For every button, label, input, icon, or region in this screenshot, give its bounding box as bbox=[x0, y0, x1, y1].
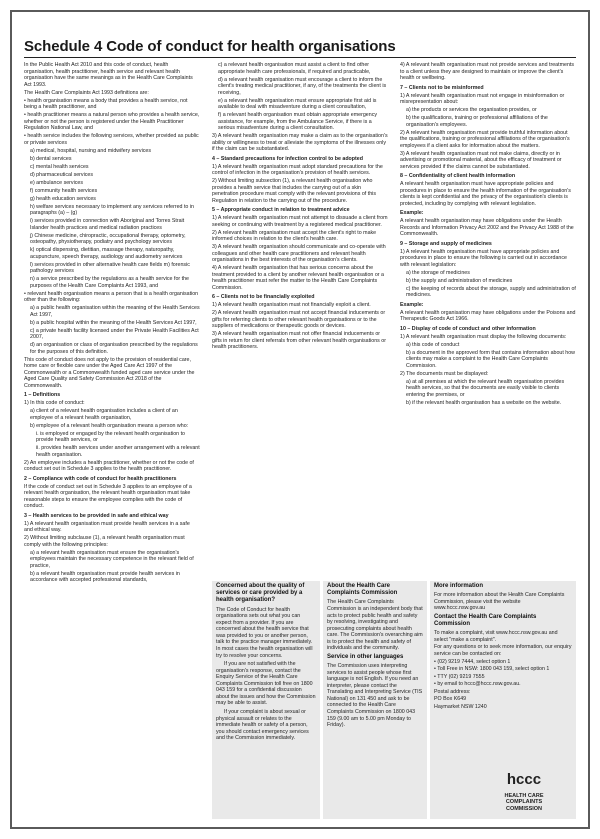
clause-text: 2) An employee includes a health practitioner, whether or not the code of conduct set out in Schedule 3 applies to the health practitioner. bbox=[24, 459, 194, 472]
clause-text: c) mental health services bbox=[30, 163, 89, 170]
clause-text: e) a relevant health organisation must ensure appropriate first aid is available to deal with misadventure during a client consultation, bbox=[218, 97, 377, 110]
info-box-about bbox=[323, 581, 427, 819]
clause-text: 3) A relevant health organisation must not offer financial inducements or gifts in return for client referrals from other relevant health organisations or health practitioners. bbox=[212, 331, 386, 350]
clause-text: 1) A relevant health organisation must provide health services in a safe and ethical way. bbox=[24, 520, 190, 533]
clause-text: k) optical dispensing, dietitian, massage therapy, naturopathy, acupuncture, speech therapy, audiology and audiometry services bbox=[30, 247, 183, 260]
clause-text: l) services provided in other alternative health care fields m) forensic pathology services bbox=[30, 261, 190, 274]
clause-text: 3) A relevant health organisation must not make claims, directly or in advertising or promotional material, about the efficacy of treatment or services provided if the claims cannot be substantiated. bbox=[400, 150, 562, 170]
page-title: Schedule 4 Code of conduct for health organisations bbox=[24, 38, 396, 55]
clause-text: 4) A relevant health organisation that has serious concerns about the treatment provided to a client by another relevant health organisation or a health practitioner must refer the matter to the Health Care Complaints Commission. bbox=[212, 265, 384, 291]
clause-text: 2) Without limiting subclause (1), a relevant health organisation must comply with the following principles: bbox=[24, 535, 185, 548]
section-heading: Example: bbox=[400, 301, 424, 308]
contact-line: Postal address: bbox=[434, 688, 471, 695]
section-heading: 8 – Confidentiality of client health information bbox=[400, 173, 516, 179]
contact-line: • Toll Free in NSW: 1800 043 159, select option 1 bbox=[434, 666, 550, 673]
clause-text: b) if the relevant health organisation has a website on the website. bbox=[406, 399, 562, 406]
section-heading: 1 – Definitions bbox=[24, 392, 61, 398]
clause-text: • health service includes the following services, whether provided as public or private services bbox=[24, 133, 199, 146]
clause-text: In the Public Health Act 2010 and this code of conduct, health organisation, health practitioner, health service and relevant health organisation have the same meanings as in the Health Care Complaints Act 1993. bbox=[24, 62, 193, 88]
info-box-concerned bbox=[212, 581, 320, 819]
info-box-subheading: Service in other languages bbox=[327, 653, 404, 660]
clause-text: b) the qualifications, training or professional affiliations of the organisation's employees. bbox=[406, 115, 548, 128]
clause-text: If the code of conduct set out in Schedule 3 applies to an employee of a relevant health organisation, the relevant health organisation must take reasonable steps to ensure the employee complies with the code of conduct. bbox=[24, 483, 192, 509]
clause-text: • health practitioner means a natural person who provides a health service, whether or not the person is registered under the Health Practitioner Regulation National Law, and bbox=[24, 112, 200, 131]
section-heading: 3 – Health services to be provided in safe and ethical way bbox=[24, 512, 169, 519]
clause-text: c) a private health facility licensed under the Private Health Facilities Act 2007, bbox=[30, 327, 199, 340]
clause-text: • relevant health organisation means a person that is a health organisation other than the following: bbox=[24, 290, 199, 303]
clause-text: • health organisation means a body that provides a health service, not being a health practitioner, and bbox=[24, 97, 188, 110]
info-box-heading: More information bbox=[434, 583, 483, 589]
clause-text: n) a service prescribed by the regulations as a health service for the purposes of the Health Care Complaints Act 1993, and bbox=[30, 276, 189, 289]
clause-text: 1) In this code of conduct: bbox=[24, 400, 85, 406]
logo-text bbox=[470, 793, 578, 812]
logo-mark-text: hccc bbox=[506, 771, 542, 788]
contact-line: Haymarket NSW 1240 bbox=[434, 703, 487, 710]
info-paragraph: The Code of Conduct for health organisations sets out what you can expect from a provider. If you are concerned about the health service that was provided to you or another person, talk to the practice manager immediately. In most cases the health organisation will try to resolve your concerns. bbox=[216, 606, 313, 659]
section-heading: 9 – Storage and supply of medicines bbox=[400, 240, 492, 247]
section-heading: Example: bbox=[400, 210, 424, 216]
clause-text: h) welfare services necessary to implement any services referred to in paragraphs (a) – (g) bbox=[30, 203, 194, 216]
clause-text: 2) A relevant health organisation must provide truthful information about the qualifications, training or professional affiliations of the organisation's employees if a client asks for information about the matters. bbox=[400, 129, 570, 149]
clause-text: 2) The documents must be displayed: bbox=[400, 370, 489, 377]
info-paragraph: If your complaint is about sexual or physical assault or relates to the immediate health or safety of a person, you should contact emergency services and the Commission immediately. bbox=[216, 709, 309, 742]
hccc-logo bbox=[470, 766, 578, 814]
contact-line: • TTY (02) 9219 7555 bbox=[434, 673, 485, 680]
clause-text: 2) Without limiting subsection (1), a relevant health organisation who provides a health service that includes the carrying out of a skin penetration procedure must comply with the relevant provisions of this Regulation in relation to the carrying out of the procedure. bbox=[212, 178, 376, 204]
logo-line: COMMISSION bbox=[505, 805, 543, 812]
clause-text: 3) A relevant health organisation may make a claim as to the organisation's ability or willingness to treat or alleviate the symptoms of the illnesses only if the claim can be substantiated. bbox=[212, 133, 388, 152]
contact-line: PO Box K649 bbox=[434, 696, 467, 703]
clause-text: 3) A relevant health organisation should communicate and co-operate with colleagues and other health care practitioners and relevant health organisations in the best interests of the organisation's clients. bbox=[212, 244, 386, 263]
contact-line: • (02) 9219 7444, select option 1 bbox=[434, 658, 511, 665]
clause-text: d) pharmaceutical services bbox=[30, 171, 93, 178]
section-heading: 4 – Standard precautions for infection control to be adopted bbox=[212, 155, 363, 162]
clause-text: b) a relevant health organisation must provide health services in accordance with accepted professional standards, bbox=[30, 570, 180, 583]
clause-text: a) the storage of medicines bbox=[406, 269, 470, 276]
section-heading: 2 – Compliance with code of conduct for health practitioners bbox=[24, 475, 177, 482]
clause-text: d) a relevant health organisation must encourage a client to inform the client's treating medical practitioner, if any, of the treatments the client is receiving, bbox=[218, 76, 387, 96]
column-3 bbox=[400, 62, 576, 408]
clause-text: f) a relevant health organisation must obtain appropriate emergency assistance, for example, from the Ambulance Service, if there is a serious misadventure during a client consultation. bbox=[218, 112, 377, 131]
clause-text: a) a relevant health organisation must ensure the organisation's employees maintain the necessary competence in the relevant field of practice, bbox=[30, 549, 194, 569]
clause-text: 2) A relevant health organisation must accept the client's right to make informed choices in relation to the client's health care. bbox=[212, 229, 377, 242]
clause-text: a) a public health organisation within the meaning of the Health Services Act 1997, bbox=[30, 305, 200, 318]
clause-text: 4) A relevant health organisation must not provide services and treatments to a client unless they are designed to maintain or improve the client's health or wellbeing. bbox=[400, 62, 575, 81]
clause-text: A relevant health organisation may have obligations under the Poisons and Therapeutic Goods Act 1966. bbox=[400, 309, 576, 322]
info-box-subheading: Contact the Health Care Complaints Commission bbox=[434, 613, 537, 628]
section-heading: 6 – Clients not to be financially exploited bbox=[212, 294, 315, 300]
clause-text: i) services provided in connection with Aboriginal and Torres Strait Islander health practices and medical radiation practices bbox=[30, 218, 185, 231]
clause-text: 1) A relevant health organisation must not financially exploit a client. bbox=[212, 302, 371, 308]
info-paragraph: If you are not satisfied with the organisation's response, contact the Enquiry Service of the Health Care Complaints Commission toll free on 1800 043 159 for a confidential discussion about the issues and how the Commission may be able to assist. bbox=[216, 661, 316, 707]
info-paragraph: The Health Care Complaints Commission is an independent body that acts to protect public health and safety by resolving, investigating and prosecuting complaints about health care. The Commission's overarching aim is to protect the health and safety of individuals and the community. bbox=[327, 599, 423, 652]
clause-text: A relevant health organisation may have obligations under the Health Records and Information Privacy Act 2002 and the Privacy Act 1988 of the Commonwealth. bbox=[400, 218, 574, 237]
section-heading: 5 – Appropriate conduct in relation to treatment advice bbox=[212, 207, 350, 213]
clause-text: i. is employed or engaged by the relevant health organisation to provide health services, or bbox=[36, 430, 185, 443]
column-2 bbox=[212, 62, 388, 352]
clause-text: f) community health services bbox=[30, 187, 98, 194]
clause-text: a) the products or services the organisation provides, or bbox=[406, 107, 537, 113]
clause-text: b) dental services bbox=[30, 155, 72, 162]
clause-text: ii. provides health services under another arrangement with a relevant health organisation. bbox=[36, 445, 200, 458]
logo-line: HEALTH CARE bbox=[504, 793, 544, 799]
clause-text: a) at all premises at which the relevant health organisation provides health services, so that the documents are easily visible to clients entering the premises, or bbox=[406, 378, 565, 398]
clause-text: b) employee of a relevant health organisation means a person who: bbox=[30, 422, 189, 429]
clause-text: c) a relevant health organisation must assist a client to find other appropriate health care professionals, if required and practicable, bbox=[218, 62, 371, 75]
clause-text: 1) A relevant health organisation must adopt standard precautions for the control of infection in the organisation's provision of health services. bbox=[212, 163, 383, 176]
clause-text: The Health Care Complaints Act 1993 definitions are: bbox=[24, 89, 149, 96]
info-paragraph: For more information about the Health Care Complaints Commission, please visit the website www.hccc.nsw.gov.au bbox=[434, 592, 565, 612]
clause-text: b) the supply and administration of medicines bbox=[406, 277, 513, 284]
clause-text: c) the keeping of records about the storage, supply and administration of medicines. bbox=[406, 285, 576, 298]
clause-text: This code of conduct does not apply to the provision of residential care, home care or flexible care under the Aged Care Act 1997 of the Commonwealth or a Commonwealth funded aged care service under the Aged Care Quality and Safety Commission Act 2018 of the Commonwealth. bbox=[24, 356, 195, 389]
info-paragraph: The Commission uses interpreting services to assist people whose first language is not English. If you need an interpreter, please contact the Translating and Interpreting Service (TIS National) on 131 450 and ask to be connected to the Health Care Complaints Commission on 1800 043 159 (9.00 am to 5.00 pm Monday to Friday). bbox=[327, 663, 423, 729]
column-1 bbox=[24, 62, 200, 585]
clause-text: A relevant health organisation must have appropriate policies and procedures in place to ensure the health information of the organisation's clients is kept confidential and the privacy of the organisation's clients is protected, including by complying with relevant legislation. bbox=[400, 181, 571, 207]
section-heading: 10 – Display of code of conduct and other information bbox=[400, 325, 536, 332]
clause-text: 1) A relevant health organisation must display the following documents: bbox=[400, 333, 567, 340]
clause-text: 1) A relevant health organisation must not attempt to dissuade a client from seeking or continuing with treatment by a registered medical practitioner. bbox=[212, 215, 388, 228]
clause-text: b) a document in the approved form that contains information about how clients may make a complaint to the Health Care Complaints Commission. bbox=[406, 349, 576, 369]
clause-text: j) Chinese medicine, chiropractic, occupational therapy, optometry, osteopathy, physiotherapy, podiatry and psychology services bbox=[30, 232, 186, 245]
section-heading: 7 – Clients not to be misinformed bbox=[400, 84, 484, 91]
hccc-logo-mark-icon bbox=[502, 766, 546, 792]
clause-text: d) an organisation or class of organisation prescribed by the regulations for the purposes of this definition. bbox=[30, 342, 198, 355]
clause-text: e) ambulance services bbox=[30, 179, 83, 186]
title-rule bbox=[24, 57, 576, 58]
clause-text: a) medical, hospital, nursing and midwifery services bbox=[30, 147, 151, 154]
clause-text: 1) A relevant health organisation must not engage in misinformation or misrepresentation about: bbox=[400, 92, 565, 105]
info-box-heading: Concerned about the quality of services or care provided by a health organisation? bbox=[216, 583, 305, 604]
clause-text: b) a public hospital within the meaning of the Health Services Act 1997, bbox=[30, 319, 197, 326]
clause-text: a) client of a relevant health organisation includes a client of an employee of a relevant health organisation, bbox=[30, 408, 178, 421]
info-box-heading: About the Health Care Complaints Commission bbox=[327, 583, 398, 597]
clause-text: a) this code of conduct bbox=[406, 341, 460, 348]
clause-text: 1) A relevant health organisation must have appropriate policies and procedures in place to ensure the following is carried out in accordance with relevant legislation: bbox=[400, 248, 567, 268]
contact-line: To make a complaint, visit www.hccc.nsw.gov.au and select "make a complaint". bbox=[434, 630, 558, 643]
contact-lines bbox=[434, 630, 572, 710]
contact-line: For any questions or to seek more information, our enquiry service can be contacted on: bbox=[434, 644, 572, 657]
contact-line: • by email to hccc@hccc.nsw.gov.au. bbox=[434, 681, 521, 688]
logo-line: COMPLAINTS bbox=[505, 799, 543, 806]
clause-text: g) health education services bbox=[30, 195, 96, 202]
clause-text: 2) A relevant health organisation must not accept financial inducements or gifts for referring clients to other relevant health organisations or to the suppliers of medications or therapeutic goods or devices. bbox=[212, 310, 386, 329]
